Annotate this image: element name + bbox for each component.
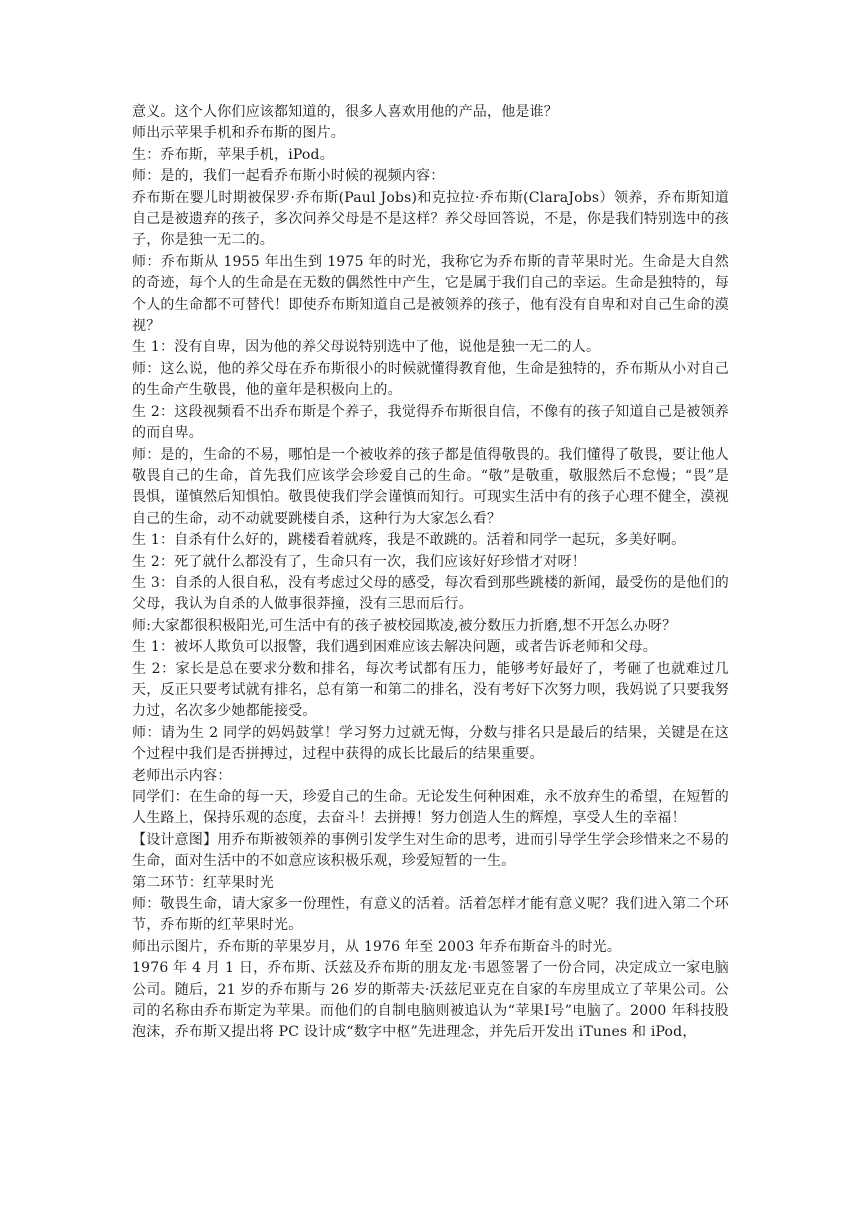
paragraph-3: 生：乔布斯，苹果手机，iPod。 [132, 146, 334, 163]
paragraph-7: 生 1：没有自卑，因为他的养父母说特别选中了他，说他是独一无二的人。 [132, 339, 601, 356]
paragraph-11: 生 1：自杀有什么好的，跳楼看着就疼，我是不敢跳的。活着和同学一起玩，多美好啊。 [132, 532, 686, 549]
paragraph-15: 生 1：被坏人欺负可以报警，我们遇到困难应该去解决问题，或者告诉老师和父母。 [132, 639, 657, 656]
paragraph-18: 老师出示内容： [132, 767, 232, 784]
paragraph-13: 生 3：自杀的人很自私，没有考虑过父母的感受，每次看到那些跳楼的新闻，最受伤的是他们的父母，我认为自杀的人做事很莽撞，没有三思而后行。 [132, 574, 729, 613]
paragraph-4: 师：是的，我们一起看乔布斯小时候的视频内容： [132, 168, 445, 185]
paragraph-5: 乔布斯在婴儿时期被保罗·乔布斯(Paul Jobs)和克拉拉·乔布斯(ClaraJobs）领养，乔布斯知道自己是被遗弃的孩子，多次问养父母是不是这样？养父母回答说，不是，你是我们特别选中的孩子，你是独一无二的。 [132, 189, 729, 249]
section-heading: 第二环节：红苹果时光 [132, 874, 274, 891]
paragraph-23: 师出示图片，乔布斯的苹果岁月，从 1976 年至 2003 年乔布斯奋斗的时光。 [132, 938, 622, 955]
paragraph-6: 师：乔布斯从 1955 年出生到 1975 年的时光，我称它为乔布斯的青苹果时光。生命是大自然的奇迹，每个人的生命是在无数的偶然性中产生，它是属于我们自己的幸运。生命是独特的，每个人的生命都不可替代！即使乔布斯知道自己是被领养的孩子，他有没有自卑和对自己生命的漠视？ [132, 253, 729, 335]
paragraph-10: 师：是的，生命的不易，哪怕是一个被收养的孩子都是值得敬畏的。我们懂得了敬畏，要让他人敬畏自己的生命，首先我们应该学会珍爱自己的生命。“敬”是敬重，敬服然后不怠慢；“畏”是畏惧，谨慎然后知惧怕。敬畏使我们学会谨慎而知行。可现实生活中有的孩子心理不健全，漠视自己的生命，动不动就要跳楼自杀，这种行为大家怎么看？ [132, 446, 729, 527]
paragraph-2: 师出示苹果手机和乔布斯的图片。 [132, 125, 345, 142]
paragraph-19: 同学们：在生命的每一天，珍爱自己的生命。无论发生何种困难，永不放弃生的希望，在短暂的人生路上，保持乐观的态度，去奋斗！去拼搏！努力创造人生的辉煌，享受人生的幸福！ [132, 789, 729, 827]
paragraph-1: 意义。这个人你们应该都知道的，很多人喜欢用他的产品，他是谁？ [132, 104, 558, 120]
document-body [132, 102, 729, 1044]
paragraph-16: 生 2：家长是总在要求分数和排名，每次考试都有压力，能够考好最好了，考砸了也就难过几天，反正只要考试就有排名，总有第一和第二的排名，没有考好下次努力呗，我妈说了只要我努力过，名次多少她都能接受。 [132, 660, 729, 720]
paragraph-8: 师：这么说，他的养父母在乔布斯很小的时候就懂得教育他，生命是独特的，乔布斯从小对自己的生命产生敬畏，他的童年是积极向上的。 [132, 360, 729, 399]
paragraph-14: 师:大家都很积极阳光,可生活中有的孩子被校园欺凌,被分数压力折磨,想不开怎么办呀？ [132, 617, 677, 634]
paragraph-24: 1976 年 4 月 1 日，乔布斯、沃兹及乔布斯的朋友龙·韦恩签署了一份合同，决定成立一家电脑公司。随后，21 岁的乔布斯与 26 岁的斯蒂夫·沃兹尼亚克在自家的车房里成立了苹果公司。公司的名称由乔布斯定为苹果。而他们的自制电脑则被追认为“苹果Ⅰ号”电脑了。2000 年科技股泡沫，乔布斯又提出将 PC 设计成“数字中枢”先进理念，并先后开发出 iTunes 和 iPod， [132, 960, 729, 1041]
paragraph-12: 生 2：死了就什么都没有了，生命只有一次，我们应该好好珍惜才对呀！ [132, 553, 586, 570]
paragraph-9: 生 2：这段视频看不出乔布斯是个养子，我觉得乔布斯很自信，不像有的孩子知道自己是被领养的而自卑。 [132, 403, 729, 442]
paragraph-22: 师：敬畏生命，请大家多一份理性，有意义的活着。活着怎样才能有意义呢？我们进入第二个环节，乔布斯的红苹果时光。 [132, 896, 729, 934]
paragraph-20: 【设计意图】用乔布斯被领养的事例引发学生对生命的思考，进而引导学生学会珍惜来之不易的生命，面对生活中的不如意应该积极乐观，珍爱短暂的一生。 [132, 831, 729, 870]
paragraph-17: 师：请为生 2 同学的妈妈鼓掌！学习努力过就无悔，分数与排名只是最后的结果，关键是在这个过程中我们是否拼搏过，过程中获得的成长比最后的结果重要。 [132, 724, 729, 763]
